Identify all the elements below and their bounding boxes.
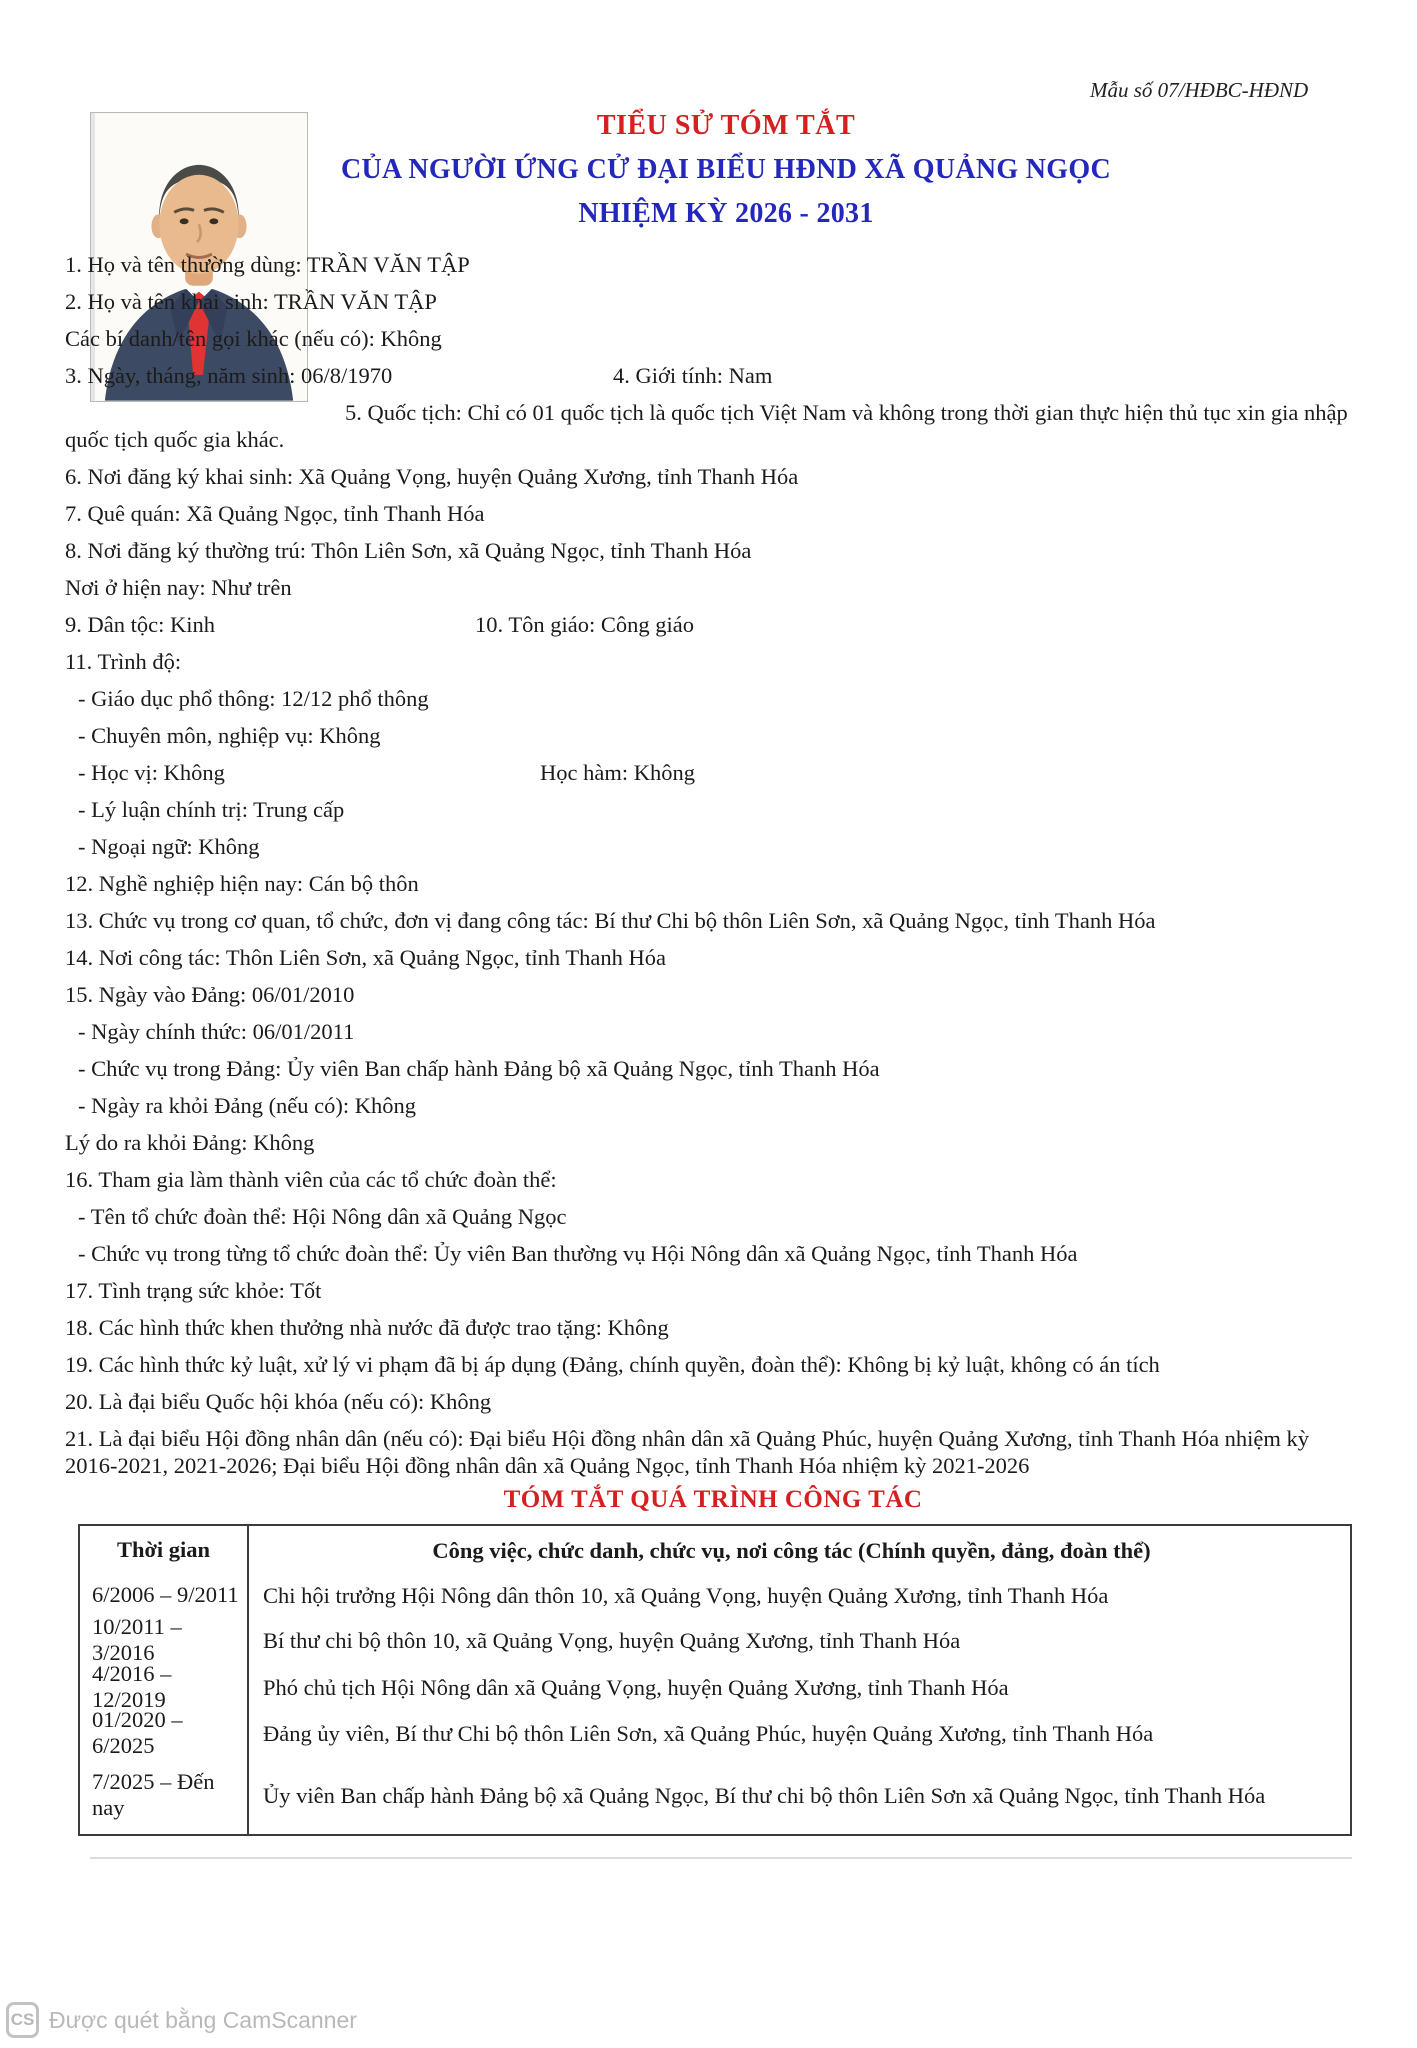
career-row-period: 10/2011 – 3/2016 [80, 1616, 249, 1664]
field-edu-degree-title-row [65, 759, 1361, 786]
career-summary-heading: TÓM TẮT QUÁ TRÌNH CÔNG TÁC [503, 1486, 923, 1513]
career-row-description: Phó chủ tịch Hội Nông dân xã Quảng Vọng, huyện Quảng Xương, tỉnh Thanh Hóa [263, 1674, 1009, 1700]
career-row-description: Ủy viên Ban chấp hành Đảng bộ xã Quảng Ngọc, Bí thư chi bộ thôn Liên Sơn xã Quảng Ngọc, tỉnh Thanh Hóa [263, 1782, 1266, 1808]
field-discipline: 19. Các hình thức kỷ luật, xử lý vi phạm đã bị áp dụng (Đảng, chính quyền, đoàn thể): Không bị kỷ luật, không có án tích [65, 1352, 1160, 1377]
biography-fields [65, 241, 1361, 1489]
career-row-period: 6/2006 – 9/2011 [80, 1574, 249, 1616]
field-edu-title: Học hàm: Không [540, 760, 695, 785]
field-current-residence: Nơi ở hiện nay: Như trên [65, 575, 292, 600]
field-position: 13. Chức vụ trong cơ quan, tổ chức, đơn vị đang công tác: Bí thư Chi bộ thôn Liên Sơn, xã Quảng Ngọc, tỉnh Thanh Hóa [65, 908, 1156, 933]
form-number: Mẫu số 07/HĐBC-HĐND [1090, 78, 1309, 102]
field-awards: 18. Các hình thức khen thưởng nhà nước đã được trao tặng: Không [65, 1315, 669, 1340]
field-health: 17. Tình trạng sức khỏe: Tốt [65, 1278, 322, 1303]
field-occupation: 12. Nghề nghiệp hiện nay: Cán bộ thôn [65, 871, 419, 896]
field-gender: 4. Giới tính: Nam [613, 363, 773, 388]
field-dob: 3. Ngày, tháng, năm sinh: 06/8/1970 [65, 363, 393, 388]
career-row-description: Bí thư chi bộ thôn 10, xã Quảng Vọng, huyện Quảng Xương, tỉnh Thanh Hóa [263, 1627, 961, 1653]
field-party-join-date: 15. Ngày vào Đảng: 06/01/2010 [65, 982, 355, 1007]
camscanner-icon: CS [6, 2002, 39, 2038]
field-aliases: Các bí danh/tên gọi khác (nếu có): Không [65, 326, 442, 351]
title-line-1: TIỂU SỬ TÓM TẮT [596, 110, 856, 141]
career-table [78, 1524, 1352, 1836]
career-table-row [80, 1574, 1350, 1616]
career-table-row [80, 1756, 1350, 1834]
field-council-deputy: 21. Là đại biểu Hội đồng nhân dân (nếu có): Đại biểu Hội đồng nhân dân xã Quảng Phúc, huyện Quảng Xương, tỉnh Thanh Hóa nhiệm kỳ 2016-2021, 2021-2026; Đại biểu Hội đồng nhân dân xã Quảng Ngọc, tỉnh Thanh Hóa nhiệm kỳ 2021-2026 [65, 1426, 1310, 1478]
career-row-period: 7/2025 – Đến nay [80, 1756, 249, 1834]
scanner-footer-text: Được quét bằng CamScanner [49, 2006, 357, 2033]
field-edu-general: - Giáo dục phổ thông: 12/12 phổ thông [78, 686, 429, 711]
field-ethnicity: 9. Dân tộc: Kinh [65, 612, 215, 637]
field-organizations-header: 16. Tham gia làm thành viên của các tổ chức đoàn thể: [65, 1167, 557, 1192]
field-party-position: - Chức vụ trong Đảng: Ủy viên Ban chấp hành Đảng bộ xã Quảng Ngọc, tỉnh Thanh Hóa [78, 1056, 880, 1081]
field-edu-degree: - Học vị: Không [78, 760, 225, 785]
field-edu-language: - Ngoại ngữ: Không [78, 834, 260, 859]
field-ethnicity-religion-row [65, 611, 1361, 638]
career-table-row [80, 1616, 1350, 1664]
field-party-leave-date: - Ngày ra khỏi Đảng (nếu có): Không [78, 1093, 417, 1118]
field-dob-gender-row [65, 362, 1361, 389]
field-org-position: - Chức vụ trong từng tổ chức đoàn thể: Ủy viên Ban thường vụ Hội Nông dân xã Quảng Ngọc, tỉnh Thanh Hóa [78, 1241, 1078, 1266]
field-common-name: 1. Họ và tên thường dùng: TRẦN VĂN TẬP [65, 252, 470, 277]
field-edu-politics: - Lý luận chính trị: Trung cấp [78, 797, 345, 822]
field-party-leave-reason: Lý do ra khỏi Đảng: Không [65, 1130, 315, 1155]
career-row-period: 01/2020 – 6/2025 [80, 1710, 249, 1756]
career-row-description: Chi hội trưởng Hội Nông dân thôn 10, xã Quảng Vọng, huyện Quảng Xương, tỉnh Thanh Hóa [263, 1582, 1109, 1608]
field-na-deputy: 20. Là đại biểu Quốc hội khóa (nếu có): Không [65, 1389, 492, 1414]
career-row-period: 4/2016 – 12/2019 [80, 1664, 249, 1710]
field-edu-professional: - Chuyên môn, nghiệp vụ: Không [78, 723, 381, 748]
field-nationality: 5. Quốc tịch: Chỉ có 01 quốc tịch là quốc tịch Việt Nam và không trong thời gian thực hiện thủ tục xin gia nhập quốc tịch quốc gia khác. [65, 400, 1348, 452]
career-row-description: Đảng ủy viên, Bí thư Chi bộ thôn Liên Sơn, xã Quảng Phúc, huyện Quảng Xương, tỉnh Thanh Hóa [263, 1720, 1154, 1746]
field-workplace: 14. Nơi công tác: Thôn Liên Sơn, xã Quảng Ngọc, tỉnh Thanh Hóa [65, 945, 666, 970]
field-hometown: 7. Quê quán: Xã Quảng Ngọc, tỉnh Thanh Hóa [65, 501, 485, 526]
field-education-header: 11. Trình độ: [65, 649, 182, 674]
title-line-3: NHIỆM KỲ 2026 - 2031 [578, 198, 874, 229]
field-org-name: - Tên tổ chức đoàn thể: Hội Nông dân xã Quảng Ngọc [78, 1204, 567, 1229]
title-line-2: CỦA NGƯỜI ỨNG CỬ ĐẠI BIỂU HĐND XÃ QUẢNG NGỌC [341, 154, 1111, 185]
career-table-header-row [80, 1526, 1350, 1574]
field-birth-place: 6. Nơi đăng ký khai sinh: Xã Quảng Vọng, huyện Quảng Xương, tỉnh Thanh Hóa [65, 464, 799, 489]
career-col-header-description: Công việc, chức danh, chức vụ, nơi công tác (Chính quyền, đảng, đoàn thể) [432, 1537, 1151, 1563]
field-residence: 8. Nơi đăng ký thường trú: Thôn Liên Sơn, xã Quảng Ngọc, tỉnh Thanh Hóa [65, 538, 752, 563]
field-birth-name: 2. Họ và tên khai sinh: TRẦN VĂN TẬP [65, 289, 437, 314]
field-party-official-date: - Ngày chính thức: 06/01/2011 [78, 1019, 355, 1044]
career-table-row [80, 1707, 1350, 1758]
career-table-row [80, 1661, 1350, 1712]
field-religion: 10. Tôn giáo: Công giáo [475, 612, 694, 637]
career-col-header-period: Thời gian [80, 1526, 249, 1574]
scan-shadow-line [90, 1857, 1352, 1859]
camscanner-footer [6, 2002, 357, 2038]
